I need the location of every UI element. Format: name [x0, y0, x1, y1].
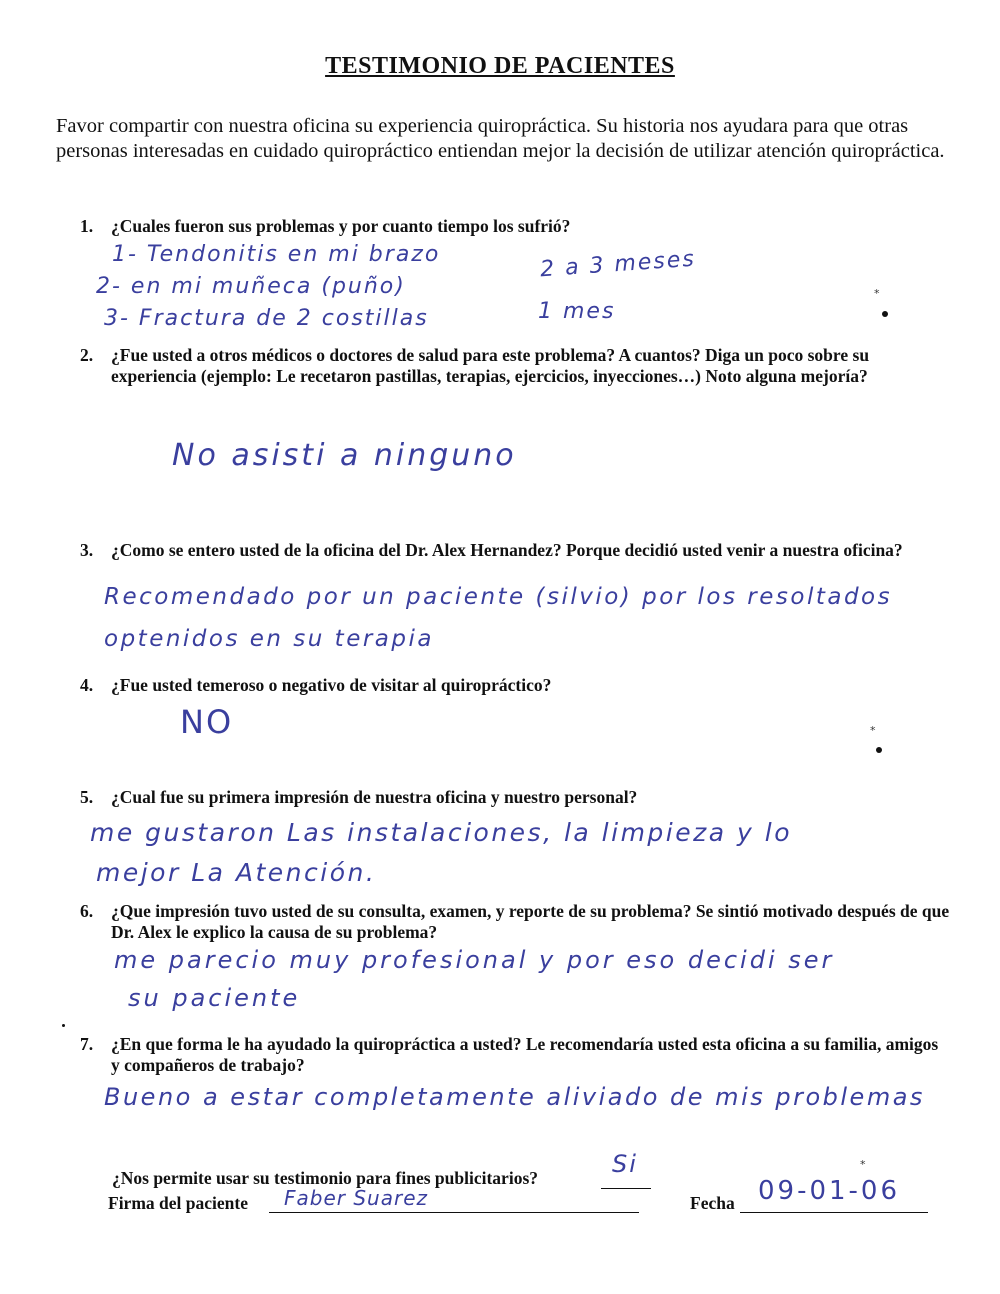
answer-4: NO: [180, 703, 234, 741]
question-number: 6.: [80, 901, 94, 921]
stray-dot: [62, 1024, 65, 1027]
question-6: [80, 901, 950, 943]
question-text: ¿Fue usted temeroso o negativo de visitar al quiropráctico?: [111, 675, 552, 695]
intro-paragraph: Favor compartir con nuestra oficina su experiencia quiropráctica. Su historia nos ayudara para que otras personas interesadas en cuidado quiropráctico entiendan mejor la decisión de utilizar atención quiropráctica.: [56, 115, 945, 162]
answer-6-line-1: me parecio muy profesional y por eso decidi ser: [114, 946, 835, 974]
question-number: 3.: [80, 540, 94, 560]
question-number: 5.: [80, 787, 94, 807]
stray-mark: *: [874, 287, 880, 300]
permission-answer: Si: [612, 1150, 638, 1178]
answer-2: No asisti a ninguno: [172, 438, 517, 473]
stray-dot: [876, 747, 882, 753]
answer-6-line-2: su paciente: [128, 984, 301, 1012]
patient-signature: Faber Suarez: [284, 1186, 428, 1210]
permission-question: ¿Nos permite usar su testimonio para fines publicitarios?: [112, 1168, 538, 1188]
stray-mark: *: [870, 724, 876, 737]
answer-1-duration-1: 2 a 3 meses: [539, 246, 697, 283]
answer-1-line-3: 3- Fractura de 2 costillas: [104, 306, 429, 331]
answer-1-duration-2: 1 mes: [538, 299, 616, 324]
signature-underline: [269, 1212, 639, 1213]
permission-underline: [601, 1188, 651, 1189]
question-text: ¿En que forma le ha ayudado la quiropráctica a usted? Le recomendaría usted esta oficina a su familia, amigos y compañeros de trabajo?: [111, 1034, 939, 1075]
answer-3-line-2: optenidos en su terapia: [104, 626, 434, 652]
answer-3-line-1: Recomendado por un paciente (silvio) por los resoltados: [104, 584, 893, 610]
question-2: [80, 345, 950, 387]
page-title: TESTIMONIO DE PACIENTES: [325, 53, 675, 79]
question-text: ¿Como se entero usted de la oficina del Dr. Alex Hernandez? Porque decidió usted venir a nuestra oficina?: [111, 540, 903, 560]
question-number: 2.: [80, 345, 94, 365]
stray-dot: [882, 311, 888, 317]
question-4: [80, 675, 950, 696]
signature-label: Firma del paciente: [108, 1193, 248, 1213]
date-label: Fecha: [690, 1193, 735, 1213]
stray-mark: *: [860, 1158, 866, 1171]
question-3: [80, 540, 950, 561]
answer-7: Bueno a estar completamente aliviado de mis problemas: [104, 1083, 925, 1111]
question-text: ¿Fue usted a otros médicos o doctores de salud para este problema? A cuantos? Diga un poco sobre su experiencia (ejemplo: Le recetaron pastillas, terapias, ejercicios, inyecciones…) Noto alguna mejoría?: [111, 345, 870, 386]
answer-1-line-1: 1- Tendonitis en mi brazo: [112, 242, 441, 267]
date-underline: [740, 1212, 928, 1213]
question-number: 7.: [80, 1034, 94, 1054]
answer-5-line-1: me gustaron Las instalaciones, la limpieza y lo: [90, 818, 792, 847]
question-text: ¿Cuales fueron sus problemas y por cuanto tiempo los sufrió?: [111, 216, 571, 236]
question-text: ¿Que impresión tuvo usted de su consulta, examen, y reporte de su problema? Se sintió motivado después de que Dr. Alex le explico la causa de su problema?: [111, 901, 950, 942]
question-1: [80, 216, 950, 237]
answer-5-line-2: mejor La Atención.: [96, 858, 377, 887]
question-7: [80, 1034, 950, 1076]
question-number: 4.: [80, 675, 94, 695]
question-5: [80, 787, 950, 808]
question-number: 1.: [80, 216, 94, 236]
date-value: 09-01-06: [758, 1176, 901, 1206]
question-text: ¿Cual fue su primera impresión de nuestra oficina y nuestro personal?: [111, 787, 638, 807]
answer-1-line-2: 2- en mi muñeca (puño): [96, 274, 406, 299]
